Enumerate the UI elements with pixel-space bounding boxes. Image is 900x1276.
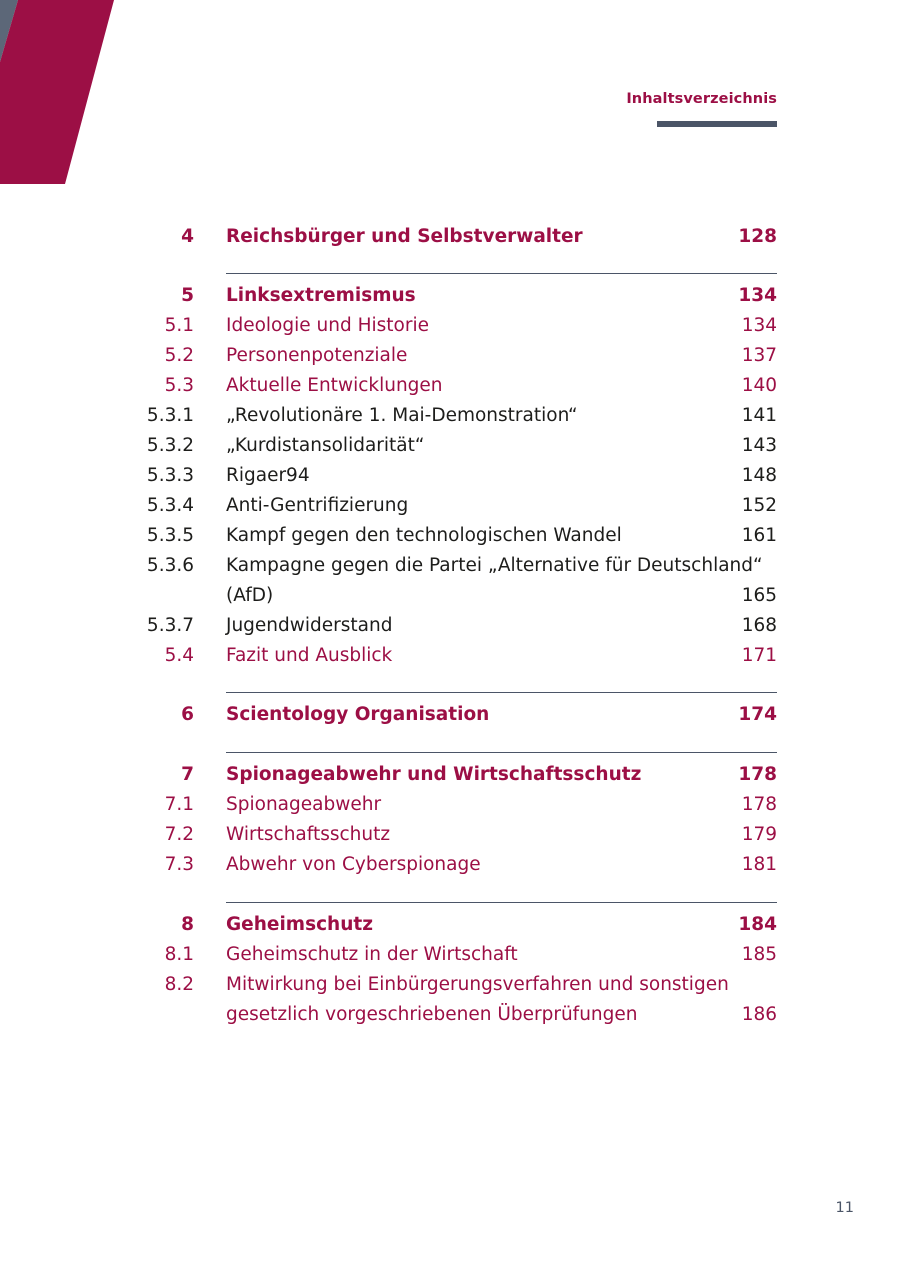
entry-page: 143 xyxy=(741,435,777,456)
entry-number: 5.2 xyxy=(164,345,194,366)
toc-entry-5-3-2[interactable] xyxy=(0,431,900,461)
toc-entry-8[interactable] xyxy=(0,910,900,940)
entry-number: 5.3.6 xyxy=(146,555,194,576)
entry-title: Abwehr von Cyberspionage xyxy=(226,854,481,875)
toc-entry-5-1[interactable] xyxy=(0,311,900,341)
entry-title: Mitwirkung bei Einbürgerungsverfahren und sonstigen xyxy=(226,974,729,995)
section-heading: Inhaltsverzeichnis xyxy=(626,91,777,107)
entry-page: 137 xyxy=(741,345,777,366)
entry-number: 5.3.2 xyxy=(146,435,194,456)
entry-number: 4 xyxy=(181,226,194,247)
toc-entry-5-3-7[interactable] xyxy=(0,611,900,641)
toc-entry-5-3-6-continued[interactable] xyxy=(0,581,900,611)
entry-number: 5.3.4 xyxy=(146,495,194,516)
entry-number: 8 xyxy=(181,914,194,935)
entry-page: 178 xyxy=(741,794,777,815)
corner-decoration xyxy=(0,0,120,190)
entry-title: Wirtschaftsschutz xyxy=(226,824,391,845)
divider xyxy=(226,692,777,693)
entry-title: Ideologie und Historie xyxy=(226,315,429,336)
entry-number: 8.1 xyxy=(164,944,194,965)
entry-page: 141 xyxy=(741,405,777,426)
toc-entry-5-4[interactable] xyxy=(0,641,900,671)
entry-page: 184 xyxy=(738,914,777,935)
entry-page: 152 xyxy=(741,495,777,516)
entry-page: 140 xyxy=(741,375,777,396)
toc-entry-5-2[interactable] xyxy=(0,341,900,371)
entry-title: Jugendwiderstand xyxy=(226,615,393,636)
entry-title: Personenpotenziale xyxy=(226,345,408,366)
divider xyxy=(226,273,777,274)
entry-page: 178 xyxy=(738,764,777,785)
toc-entry-5-3-5[interactable] xyxy=(0,521,900,551)
toc-entry-8-2[interactable] xyxy=(0,970,900,1000)
entry-number: 7.2 xyxy=(164,824,194,845)
entry-number: 5.4 xyxy=(164,645,194,666)
entry-title: Kampf gegen den technologischen Wandel xyxy=(226,525,622,546)
toc-entry-5-3-6[interactable] xyxy=(0,551,900,581)
entry-title: Rigaer94 xyxy=(226,465,310,486)
heading-underline xyxy=(657,121,777,127)
entry-title: Reichsbürger und Selbstverwalter xyxy=(226,226,583,247)
entry-title: „Kurdistansolidarität“ xyxy=(226,435,425,456)
toc-entry-8-1[interactable] xyxy=(0,940,900,970)
entry-page: 168 xyxy=(741,615,777,636)
entry-page: 161 xyxy=(741,525,777,546)
entry-title: Spionageabwehr und Wirtschaftsschutz xyxy=(226,764,642,785)
page-number: 11 xyxy=(835,1200,854,1216)
entry-page: 186 xyxy=(741,1004,777,1025)
toc-entry-5-3[interactable] xyxy=(0,371,900,401)
entry-title: Aktuelle Entwicklungen xyxy=(226,375,443,396)
entry-page: 181 xyxy=(741,854,777,875)
entry-number: 7.1 xyxy=(164,794,194,815)
entry-title: Linksextremismus xyxy=(226,285,416,306)
toc-entry-5-3-4[interactable] xyxy=(0,491,900,521)
toc-entry-5-3-3[interactable] xyxy=(0,461,900,491)
toc-entry-5[interactable] xyxy=(0,281,900,311)
entry-page: 174 xyxy=(738,704,777,725)
toc-entry-7-2[interactable] xyxy=(0,820,900,850)
entry-number: 5.3.1 xyxy=(146,405,194,426)
entry-number: 5.3.7 xyxy=(146,615,194,636)
entry-page: 134 xyxy=(738,285,777,306)
entry-page: 128 xyxy=(738,226,777,247)
entry-title: Anti-Gentrifizierung xyxy=(226,495,409,516)
toc-entry-7-1[interactable] xyxy=(0,790,900,820)
entry-page: 171 xyxy=(741,645,777,666)
divider xyxy=(226,752,777,753)
toc-entry-7-3[interactable] xyxy=(0,850,900,880)
entry-number: 5 xyxy=(181,285,194,306)
entry-number: 8.2 xyxy=(164,974,194,995)
entry-number: 5.1 xyxy=(164,315,194,336)
entry-page: 179 xyxy=(741,824,777,845)
entry-number: 5.3 xyxy=(164,375,194,396)
entry-page: 185 xyxy=(741,944,777,965)
entry-number: 6 xyxy=(181,704,194,725)
entry-title: Spionageabwehr xyxy=(226,794,382,815)
toc-entry-5-3-1[interactable] xyxy=(0,401,900,431)
entry-page: 148 xyxy=(741,465,777,486)
toc-entry-6[interactable] xyxy=(0,700,900,730)
toc-entry-7[interactable] xyxy=(0,760,900,790)
toc-entry-8-2-continued[interactable] xyxy=(0,1000,900,1030)
entry-title: Geheimschutz xyxy=(226,914,373,935)
entry-page: 165 xyxy=(741,585,777,606)
entry-title-continued: (AfD) xyxy=(226,585,274,606)
entry-title: Fazit und Ausblick xyxy=(226,645,393,666)
entry-title: Geheimschutz in der Wirtschaft xyxy=(226,944,518,965)
entry-title-continued: gesetzlich vorgeschriebenen Überprüfungen xyxy=(226,1004,638,1025)
entry-page: 134 xyxy=(741,315,777,336)
entry-number: 5.3.3 xyxy=(146,465,194,486)
entry-number: 7.3 xyxy=(164,854,194,875)
entry-title: „Revolutionäre 1. Mai-Demonstration“ xyxy=(226,405,578,426)
entry-title: Kampagne gegen die Partei „Alternative für Deutschland“ xyxy=(226,555,763,576)
entry-number: 7 xyxy=(181,764,194,785)
toc-entry-4[interactable] xyxy=(0,222,900,252)
entry-number: 5.3.5 xyxy=(146,525,194,546)
divider xyxy=(226,902,777,903)
entry-title: Scientology Organisation xyxy=(226,704,490,725)
